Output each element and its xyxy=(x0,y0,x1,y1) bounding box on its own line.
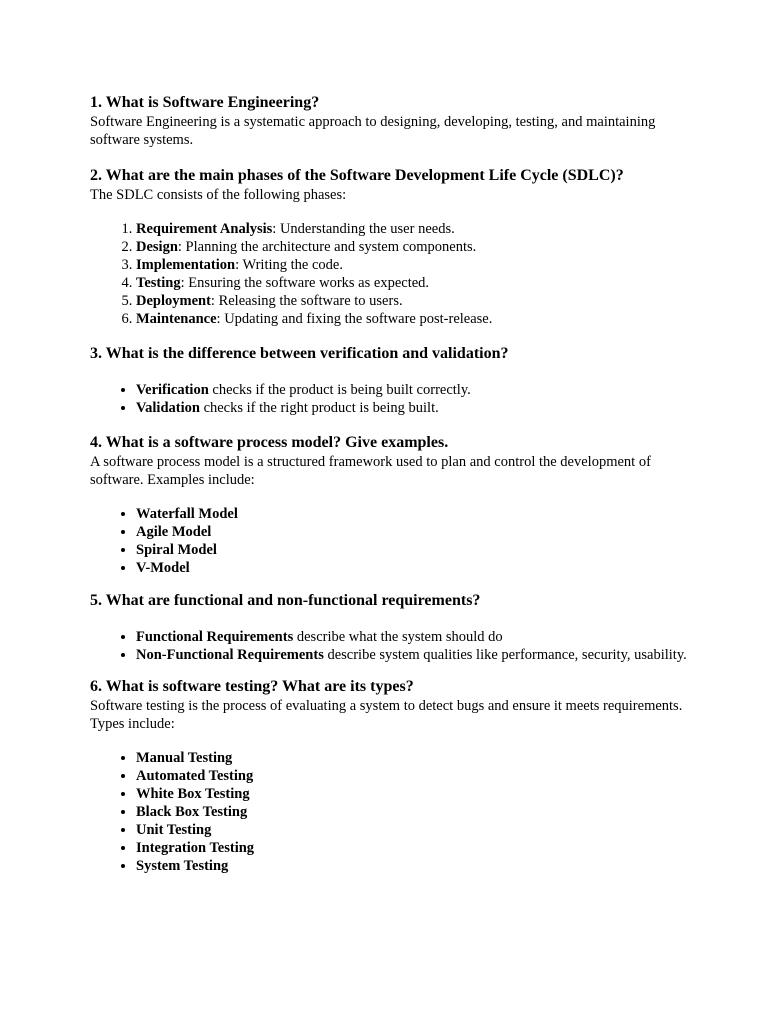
section-2 xyxy=(90,166,698,328)
section-text: Software testing is the process of evaluating a system to detect bugs and ensure it meets requirements. Types include: xyxy=(90,698,683,732)
list-item-term: Functional Requirements xyxy=(136,629,294,645)
section-text: Software Engineering is a systematic approach to designing, developing, testing, and maintaining software systems. xyxy=(90,114,656,148)
list-item xyxy=(136,310,698,328)
section-text: A software process model is a structured framework used to plan and control the development of software. Examples include: xyxy=(90,454,651,488)
list-item-desc: describe system qualities like performance, security, usability. xyxy=(323,647,687,663)
list-item: • Waterfall Model xyxy=(136,505,698,523)
list-item-desc: : Updating and fixing the software post-release. xyxy=(216,311,493,327)
section-heading: 1. What is Software Engineering? xyxy=(90,94,320,111)
list-item xyxy=(136,399,698,417)
list-item-desc: checks if the product is being built correctly. xyxy=(208,382,471,398)
list-item: • V-Model xyxy=(136,559,698,577)
list-item: • Automated Testing xyxy=(136,767,698,785)
section-6 xyxy=(90,677,698,875)
list-item: • Manual Testing xyxy=(136,749,698,767)
list-item-term: Implementation xyxy=(136,257,236,273)
section-text: The SDLC consists of the following phases: xyxy=(90,187,347,203)
list-item xyxy=(136,238,698,256)
section-heading: 4. What is a software process model? Give examples. xyxy=(90,434,449,451)
list-item-term: Non-Functional Requirements xyxy=(136,647,324,663)
section-heading: 3. What is the difference between verification and validation? xyxy=(90,345,509,362)
verification-validation-list xyxy=(90,381,698,417)
list-item-term: Deployment xyxy=(136,293,211,309)
list-item xyxy=(136,220,698,238)
list-item xyxy=(136,628,698,646)
section-1 xyxy=(90,93,698,149)
section-5 xyxy=(90,591,698,664)
list-item: • System Testing xyxy=(136,857,698,875)
list-item: • Spiral Model xyxy=(136,541,698,559)
list-item-term: Design xyxy=(136,239,178,255)
list-item-term: Validation xyxy=(136,400,200,416)
list-item-desc: : Writing the code. xyxy=(235,257,343,273)
section-heading: 5. What are functional and non-functional requirements? xyxy=(90,592,481,609)
list-item xyxy=(136,381,698,399)
list-item xyxy=(136,256,698,274)
process-model-list xyxy=(90,505,698,577)
list-item-term: Maintenance xyxy=(136,311,217,327)
list-item xyxy=(136,646,698,664)
section-heading: 2. What are the main phases of the Software Development Life Cycle (SDLC)? xyxy=(90,167,624,184)
list-item-desc: : Ensuring the software works as expected. xyxy=(180,275,430,291)
section-3 xyxy=(90,344,698,417)
list-item-term: Requirement Analysis xyxy=(136,221,273,237)
list-item-desc: describe what the system should do xyxy=(293,629,503,645)
list-item xyxy=(136,274,698,292)
list-item-term: Testing xyxy=(136,275,181,291)
list-item: • Unit Testing xyxy=(136,821,698,839)
list-item-desc: : Releasing the software to users. xyxy=(210,293,403,309)
section-4 xyxy=(90,433,698,577)
list-item-desc: : Planning the architecture and system components. xyxy=(177,239,477,255)
section-heading: 6. What is software testing? What are its types? xyxy=(90,678,414,695)
sdlc-phase-list xyxy=(90,220,698,328)
list-item: • Integration Testing xyxy=(136,839,698,857)
list-item xyxy=(136,292,698,310)
list-item-desc: : Understanding the user needs. xyxy=(272,221,455,237)
list-item: • Agile Model xyxy=(136,523,698,541)
testing-types-list xyxy=(90,749,698,875)
list-item-desc: checks if the right product is being built. xyxy=(199,400,439,416)
list-item-term: Verification xyxy=(136,382,209,398)
list-item: • White Box Testing xyxy=(136,785,698,803)
requirements-list xyxy=(90,628,698,664)
list-item: • Black Box Testing xyxy=(136,803,698,821)
